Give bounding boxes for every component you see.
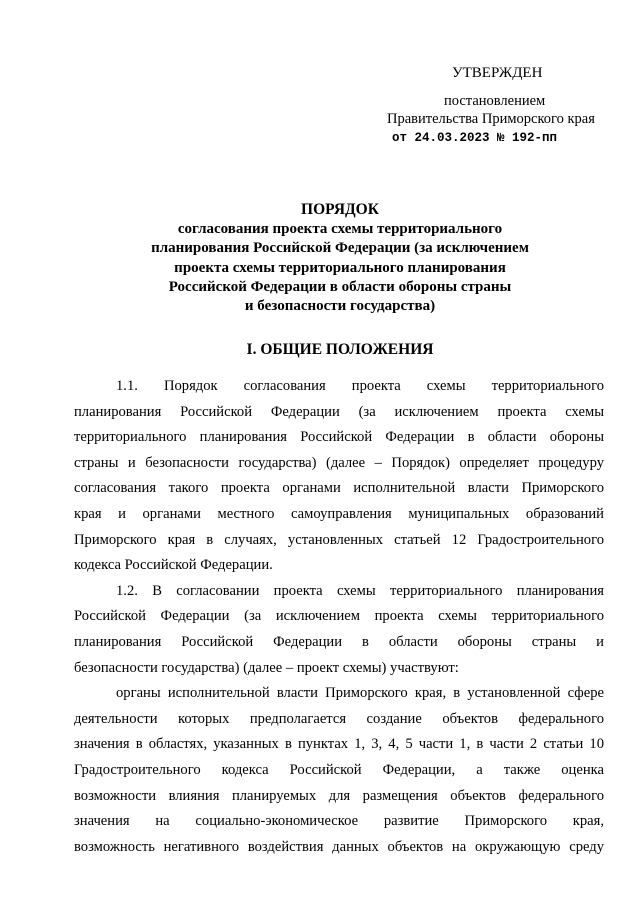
body-line: края и органами местного самоуправления муниципальных образований xyxy=(74,505,604,522)
document-title xyxy=(80,200,600,316)
title-line: Российской Федерации в области обороны страны xyxy=(168,278,512,295)
title-line: планирования Российской Федерации (за исключением xyxy=(151,240,529,257)
body-line: возможности влияния планируемых для размещения объектов федерального xyxy=(74,787,604,804)
body-line: территориального планирования Российской Федерации в области обороны xyxy=(74,429,604,446)
body-line: безопасности государства) (далее – проект схемы) участвуют: xyxy=(74,659,459,676)
title-main: ПОРЯДОК xyxy=(301,201,379,218)
body-line: планирования Российской Федерации в области обороны страны и xyxy=(74,633,604,650)
body-line: Российской Федерации (за исключением проекта схемы территориального xyxy=(74,608,604,625)
title-line: проекта схемы территориального планирования xyxy=(174,259,506,276)
body-line: 1.1. Порядок согласования проекта схемы территориального xyxy=(116,378,604,394)
title-line: и безопасности государства) xyxy=(244,298,436,315)
body-line: согласования такого проекта органами исполнительной власти Приморского xyxy=(74,480,604,497)
body-line: Приморского края в случаях, установленных статьей 12 Градостроительного xyxy=(74,531,604,548)
body-line: значения в областях, указанных в пунктах 1, 3, 4, 5 части 1, в части 2 статьи 10 xyxy=(74,736,604,753)
title-line: согласования проекта схемы территориального xyxy=(177,221,503,238)
approval-line-1: постановлением xyxy=(444,93,546,109)
approval-line-2: Правительства Приморского края xyxy=(387,111,595,127)
document-body xyxy=(74,374,604,860)
body-line: возможность негативного воздействия данных объектов на окружающую среду xyxy=(74,838,604,855)
body-line: планирования Российской Федерации (за исключением проекта схемы xyxy=(74,403,604,420)
approval-heading: УТВЕРЖДЕН xyxy=(452,65,543,81)
body-line: органы исполнительной власти Приморского края, в установленной сфере xyxy=(116,685,604,702)
section-heading: I. ОБЩИЕ ПОЛОЖЕНИЯ xyxy=(246,341,434,358)
body-line: 1.2. В согласовании проекта схемы территориального планирования xyxy=(116,582,604,599)
body-line: страны и безопасности государства) (далее – Порядок) определяет процедуру xyxy=(74,454,604,471)
body-line: Градостроительного кодекса Российской Федерации, а также оценка xyxy=(74,761,604,778)
approval-date-number: от 24.03.2023 № 192-пп xyxy=(392,131,558,145)
body-line: деятельности которых предполагается создание объектов федерального xyxy=(74,710,604,727)
body-line: кодекса Российской Федерации. xyxy=(74,557,273,574)
body-line: значения на социально-экономическое развитие Приморского края, xyxy=(74,813,604,830)
